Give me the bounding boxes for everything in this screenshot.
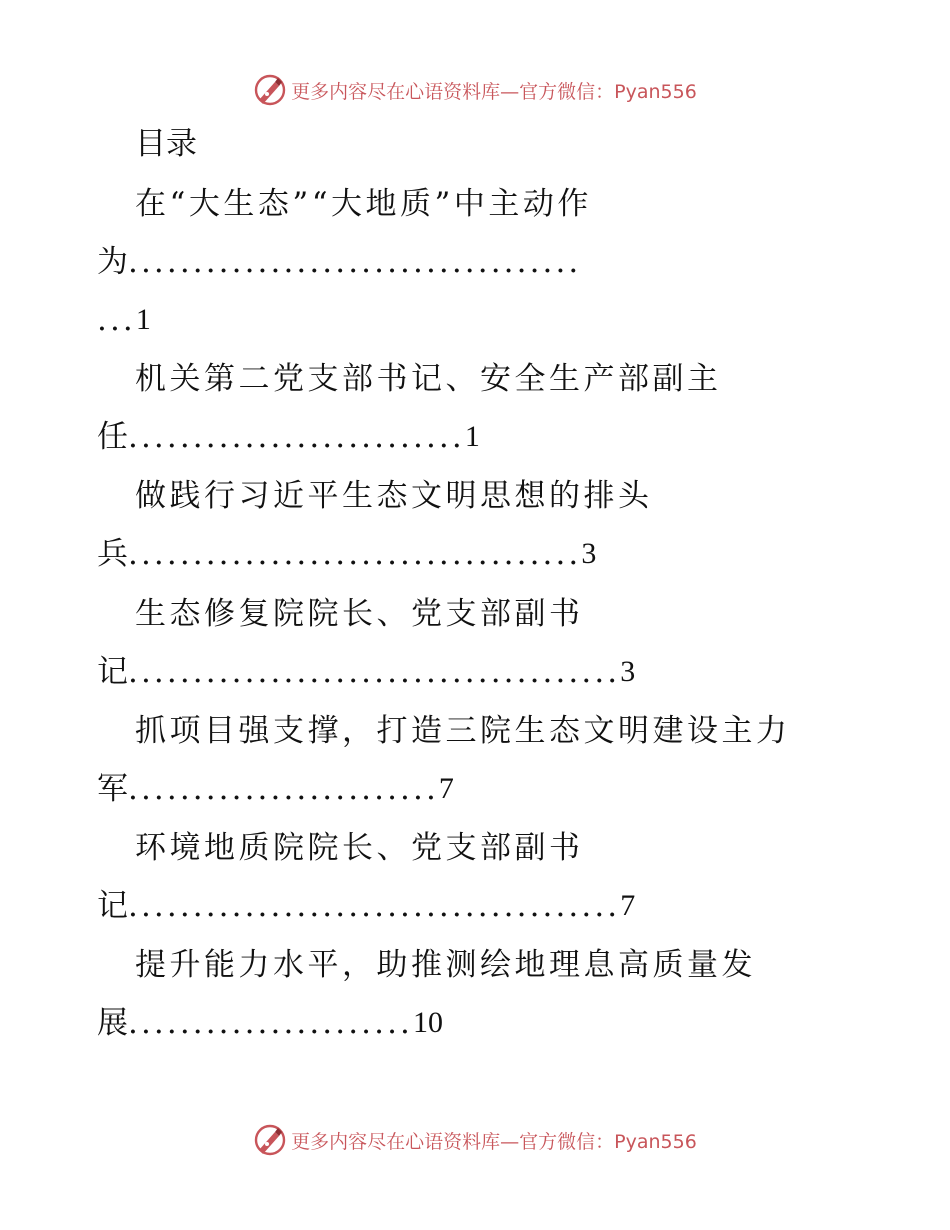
toc-page-number: 10 [413, 1006, 443, 1039]
toc-entry-title[interactable]: 提升能力水平，助推测绘地理息高质量发 [135, 947, 756, 983]
toc-page-number: 7 [620, 889, 636, 922]
toc-entry-leader[interactable] [97, 408, 480, 466]
toc-entry-leader[interactable] [97, 877, 635, 935]
toc-dot-leader: ................................... [128, 244, 582, 280]
toc-entry-title[interactable]: 在“大生态”“大地质”中主动作 [135, 186, 592, 222]
toc-dot-leader: .......................... [128, 419, 465, 455]
toc-page-number: 1 [464, 420, 480, 453]
toc-entry-leader[interactable] [97, 994, 443, 1052]
toc-entry-leader[interactable] [97, 525, 596, 583]
toc-entry-title[interactable]: 抓项目强支撑，打造三院生态文明建设主力 [135, 713, 791, 749]
toc-entry-tail: 记 [97, 654, 128, 690]
toc-entry-leader[interactable] [97, 233, 581, 291]
toc-entry-tail: 展 [97, 1005, 128, 1041]
toc-entry-leader-continued[interactable] [97, 291, 151, 349]
toc-entry-leader[interactable] [97, 760, 454, 818]
toc-dot-leader: ... [97, 302, 136, 338]
toc-page-number: 3 [620, 655, 636, 688]
watermark-text: 更多内容尽在心语资料库—官方微信：Pyan556 [291, 1130, 697, 1153]
toc-entry-tail: 记 [97, 888, 128, 924]
toc-entry-title[interactable]: 生态修复院院长、党支部副书 [135, 596, 584, 632]
toc-entry-tail: 为 [97, 244, 128, 280]
toc-page-number: 3 [581, 537, 597, 570]
pen-logo-icon [253, 1123, 287, 1157]
toc-heading: 目录 [135, 126, 197, 162]
toc-page-number: 7 [438, 772, 454, 805]
watermark-text: 更多内容尽在心语资料库—官方微信：Pyan556 [291, 80, 697, 103]
footer-watermark [0, 1120, 950, 1160]
toc-page-number: 1 [135, 303, 151, 336]
pen-logo-icon [253, 73, 287, 107]
toc-dot-leader: ........................ [128, 771, 439, 807]
toc-dot-leader: ...................... [128, 1005, 413, 1041]
toc-dot-leader: ...................................... [128, 654, 621, 690]
toc-entry-title[interactable]: 环境地质院院长、党支部副书 [135, 830, 584, 866]
toc-entry-tail: 任 [97, 419, 128, 455]
toc-entry-tail: 军 [97, 771, 128, 807]
toc-entry-leader[interactable] [97, 643, 635, 701]
header-watermark [0, 70, 950, 110]
toc-dot-leader: ................................... [128, 536, 582, 572]
toc-entry-title[interactable]: 做践行习近平生态文明思想的排头 [135, 478, 653, 514]
toc-entry-tail: 兵 [97, 536, 128, 572]
toc-dot-leader: ...................................... [128, 888, 621, 924]
toc-entry-title[interactable]: 机关第二党支部书记、安全生产部副主 [135, 361, 722, 397]
